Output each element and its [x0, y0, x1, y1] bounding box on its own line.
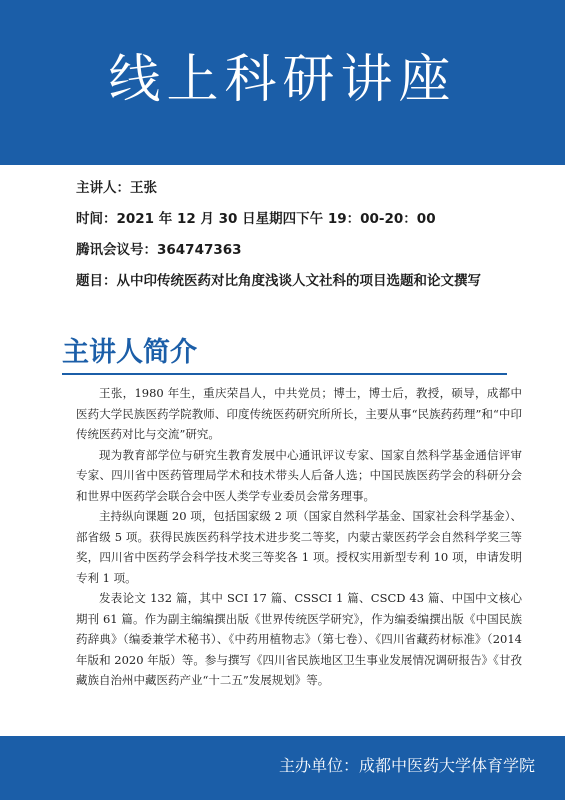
bio-paragraph: 主持纵向课题 20 项，包括国家级 2 项（国家自然科学基金、国家社会科学基金）、部省级 5 项。获得民族医药科学技术进步奖二等奖，内蒙古蒙医药学会自然科学奖三等奖，四川省中医药学会科学技术奖三等奖各 1 项。授权实用新型专利 10 项，申请发明专利 1 项。 [76, 509, 522, 585]
meeting-id-line: 腾讯会议号：364747363 [76, 242, 242, 258]
bio-paragraph: 王张，1980 年生，重庆荣昌人，中共党员；博士，博士后，教授，硕导，成都中医药大学民族医药学院教师、印度传统医药研究所所长，主要从事“民族药药理”和“中印传统医药对比与交流”研究。 [76, 386, 522, 441]
speaker-bio [76, 383, 522, 691]
lecture-info [76, 180, 546, 304]
bio-paragraph: 现为教育部学位与研究生教育发展中心通讯评议专家、国家自然科学基金通信评审专家、四川省中医药管理局学术和技术带头人后备人选；中国民族医药学会的科研分会和世界中医药学会联合会中医人类学专业委员会常务理事。 [76, 447, 522, 503]
speaker-intro-heading: 主讲人简介 [62, 337, 197, 368]
header-banner [0, 0, 565, 165]
bio-paragraph: 发表论文 132 篇，其中 SCI 17 篇、CSSCI 1 篇、CSCD 43 篇、中国中文核心期刊 61 篇。作为副主编编撰出版《世界传统医学研究》，作为编委编撰出版《中国民族药辞典》（编委兼学术秘书）、《中药用植物志》（第七卷）、《四川省藏药材标准》（2014 年版和 2020 年版）等。参与撰写《四川省民族地区卫生事业发展情况调研报告》《甘孜藏族自治州中藏医药产业“十二五”发展规划》等。 [76, 591, 522, 687]
heading-underline [62, 373, 507, 375]
speaker-line: 主讲人：王张 [76, 180, 157, 196]
footer-banner [0, 736, 565, 800]
topic-line: 题目：从中印传统医药对比角度浅谈人文社科的项目选题和论文撰写 [76, 273, 481, 289]
time-line: 时间：2021 年 12 月 30 日星期四下午 19：00-20：00 [76, 211, 436, 227]
page-title: 线上科研讲座 [108, 50, 457, 110]
organizer-text: 主办单位：成都中医药大学体育学院 [278, 756, 535, 775]
